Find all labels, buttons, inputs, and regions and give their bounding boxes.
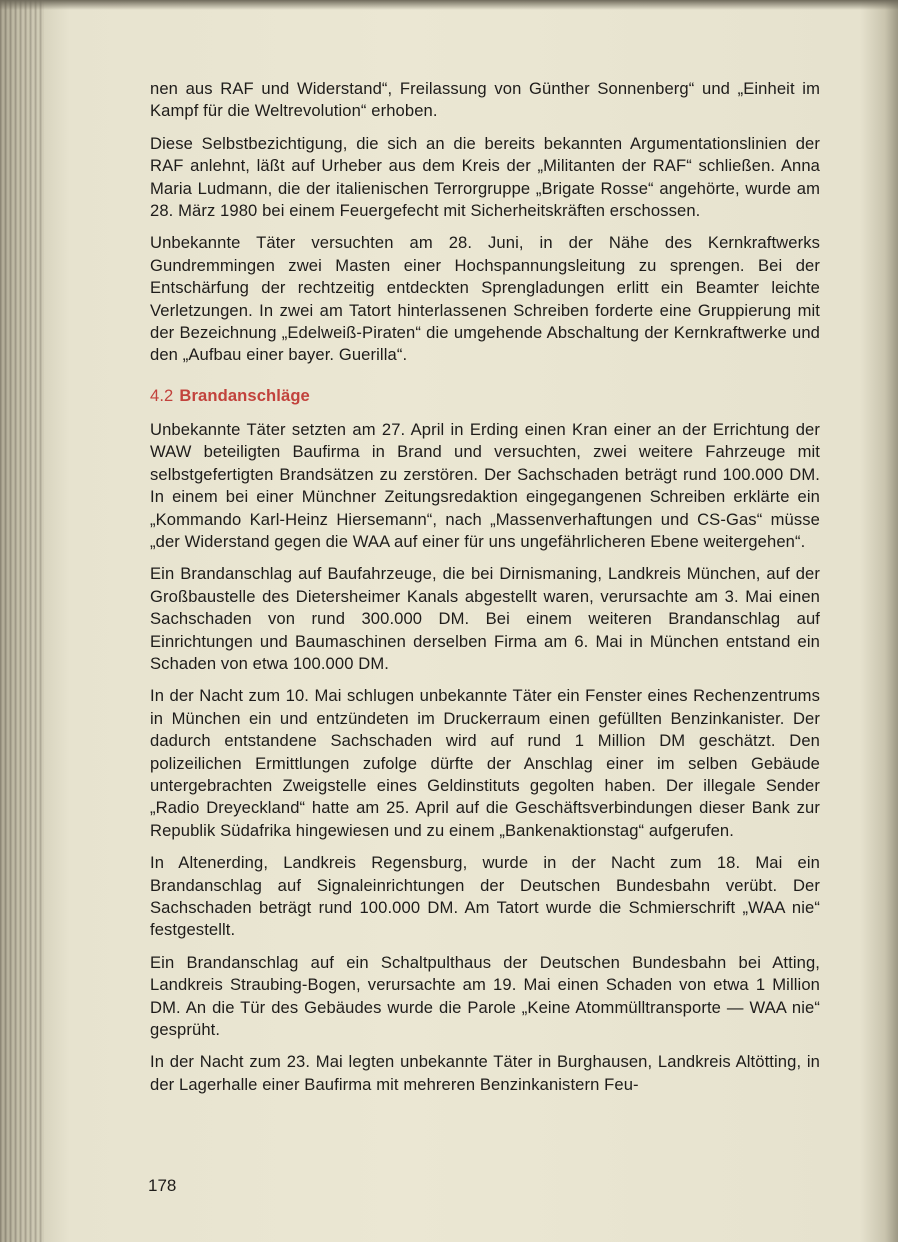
page-body xyxy=(150,78,820,1106)
paragraph: Ein Brandanschlag auf Baufahrzeuge, die bei Dirnismaning, Landkreis München, auf der Großbaustelle des Dietersheimer Kanals abgestellt waren, verursachte am 3. Mai einen Sachschaden von rund 300.000 DM. Bei einem weiteren Brandanschlag auf Einrichtungen und Baumaschinen derselben Firma am 6. Mai in München entstand ein Schaden von etwa 100.000 DM. xyxy=(150,564,820,673)
paragraph: Unbekannte Täter setzten am 27. April in Erding einen Kran einer an der Errichtung der WAW beteiligten Baufirma in Brand und versuchten, zwei weitere Fahrzeuge mit selbstgefertigten Brandsätzen zu zerstören. Der Sachschaden beträgt rund 100.000 DM. In einem bei einer Münchner Zeitungsredaktion eingegangenen Schreiben erklärte ein „Kommando Karl-Heinz Hiersemann“, nach „Massenverhaftungen und CS-Gas“ müsse „der Widerstand gegen die WAA auf einer für uns ungefährlicheren Ebene weitergehen“. xyxy=(150,419,820,551)
paragraph: Ein Brandanschlag auf ein Schaltpulthaus der Deutschen Bundesbahn bei Atting, Landkreis Straubing-Bogen, verursachte am 19. Mai einen Schaden von etwa 1 Million DM. An die Tür des Gebäudes wurde die Parole „Keine Atommülltransporte — WAA nie“ gesprüht. xyxy=(150,952,820,1040)
paragraph: In der Nacht zum 10. Mai schlugen unbekannte Täter ein Fenster eines Rechenzentrums in München ein und entzündeten im Druckerraum einen gefüllten Benzinkanister. Der dadurch entstandene Sachschaden wird auf rund 1 Million DM geschätzt. Den polizeilichen Ermittlungen zufolge dürfte der Anschlag einer im selben Gebäude untergebrachten Zweigstelle eines Geldinstituts gegolten haben. Der illegale Sender „Radio Dreyeckland“ hatte am 25. April auf die Geschäftsverbindungen dieser Bank zur Republik Südafrika hingewiesen und zu einem „Bankenaktionstag“ aufgerufen. xyxy=(150,686,820,840)
paragraph: Diese Selbstbezichtigung, die sich an die bereits bekannten Argumentationslinien der RAF anlehnt, läßt auf Urheber aus dem Kreis der „Militanten der RAF“ schließen. Anna Maria Ludmann, die der italienischen Terrorgruppe „Brigate Rosse“ angehörte, wurde am 28. März 1980 bei einem Feuergefecht mit Sicherheitskräften erschossen. xyxy=(150,133,820,221)
section-number: 4.2 xyxy=(150,385,174,405)
paragraph: nen aus RAF und Widerstand“, Freilassung von Günther Sonnenberg“ und „Einheit im Kampf für die Weltrevolution“ erhoben. xyxy=(150,79,820,121)
section-heading xyxy=(150,385,820,407)
paragraph: In Altenerding, Landkreis Regensburg, wurde in der Nacht zum 18. Mai ein Brandanschlag auf Signaleinrichtungen der Deutschen Bundesbahn verübt. Der Sachschaden beträgt rund 100.000 DM. Am Tatort wurde die Schmierschrift „WAA nie“ festgestellt. xyxy=(150,853,820,940)
paragraph: In der Nacht zum 23. Mai legten unbekannte Täter in Burghausen, Landkreis Altötting, in der Lagerhalle einer Baufirma mit mehreren Benzinkanistern Feu- xyxy=(150,1052,820,1094)
top-shadow xyxy=(0,0,898,10)
page-stack-edge xyxy=(0,0,44,1242)
page-number: 178 xyxy=(148,1176,177,1195)
section-title: Brandanschläge xyxy=(179,385,310,405)
paragraph: Unbekannte Täter versuchten am 28. Juni, in der Nähe des Kernkraftwerks Gundremmingen zwei Masten einer Hochspannungsleitung zu sprengen. Bei der Entschärfung der rechtzeitig entdeckten Sprengladungen erlitt ein Beamter leichte Verletzungen. In zwei am Tatort hinterlassenen Schreiben forderte eine Gruppierung mit der Bezeichnung „Edelweiß-Piraten“ die umgehende Abschaltung der Kernkraftwerke und den „Aufbau einer bayer. Guerilla“. xyxy=(150,233,820,365)
